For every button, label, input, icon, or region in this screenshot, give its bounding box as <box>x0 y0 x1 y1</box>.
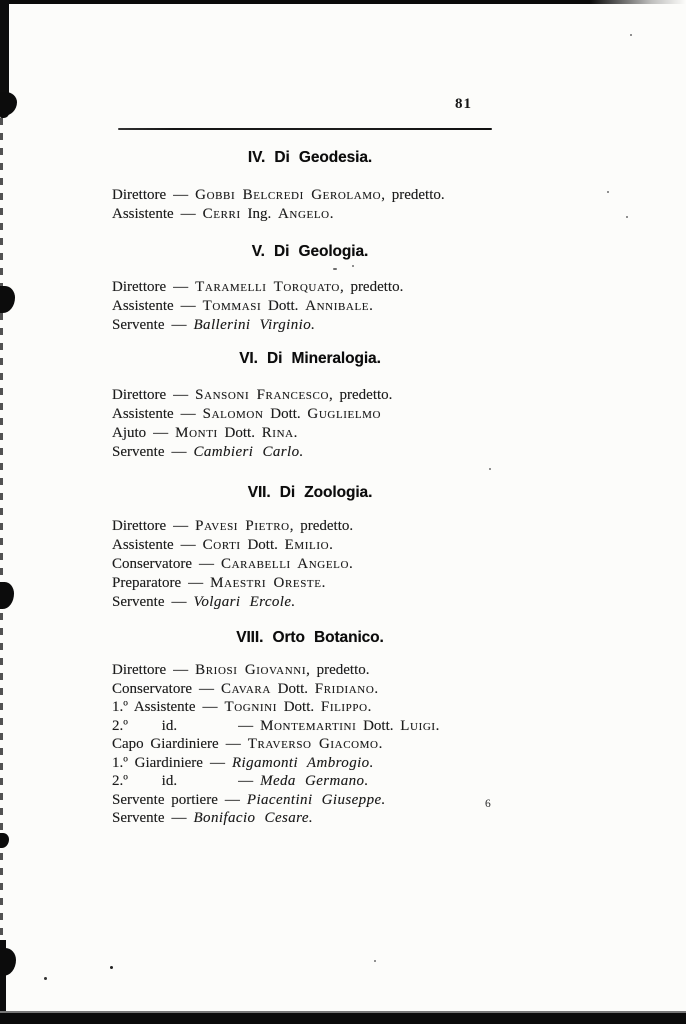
text-fragment: Dott. <box>270 680 315 697</box>
em-dash: — <box>173 518 189 534</box>
text-fragment: , predetto. <box>329 387 393 403</box>
em-dash: — <box>180 206 196 222</box>
staff-entry <box>112 424 508 443</box>
text-fragment: . <box>329 537 333 553</box>
ink-speck <box>607 191 609 193</box>
text-fragment: Dott. <box>263 406 308 422</box>
text-fragment: Dott. <box>276 699 321 715</box>
person-name: Carabelli Angelo <box>220 556 349 572</box>
ink-speck <box>630 34 632 36</box>
person-name: Briosi Giovanni <box>195 662 307 678</box>
text-fragment: . <box>293 425 298 441</box>
role-label: 1.º Giardiniere <box>112 754 203 771</box>
section-heading: VIII. Orto Botanico. <box>236 629 384 646</box>
section-geologia <box>112 242 508 335</box>
person-name: Taramelli Torquato <box>195 279 340 295</box>
staff-entry <box>112 680 508 699</box>
role-label: Conservatore <box>112 680 192 697</box>
person-name-italic: Rigamonti Ambrogio. <box>231 754 374 771</box>
em-dash: — <box>153 425 169 441</box>
staff-entry <box>112 754 508 773</box>
person-name-italic: Bonifacio Cesare. <box>193 810 314 826</box>
text-fragment: . <box>367 699 372 715</box>
person-name-italic: Meda Germano. <box>260 773 369 789</box>
scan-artifact <box>0 582 14 609</box>
text-fragment: , predetto. <box>306 662 370 678</box>
role-label: Assistente <box>112 298 174 314</box>
role-label: Servente portiere <box>112 791 218 808</box>
staff-entry <box>112 735 508 754</box>
text-fragment: . <box>369 298 373 314</box>
person-name: Cavara <box>220 680 271 697</box>
text-fragment: . <box>374 680 379 697</box>
em-dash: — <box>171 444 187 460</box>
person-name: Filippo <box>320 699 368 715</box>
role-label: Direttore <box>112 279 167 295</box>
person-name: Luigi <box>400 717 436 734</box>
em-dash: — <box>173 387 189 403</box>
staff-entry <box>112 791 508 810</box>
role-label: Ajuto <box>112 425 147 441</box>
scan-artifact <box>0 833 9 848</box>
text-fragment: Dott. <box>356 717 401 734</box>
staff-entry <box>112 278 508 297</box>
em-dash: — <box>209 754 225 771</box>
role-label: Direttore <box>112 387 167 403</box>
ink-speck <box>626 216 628 218</box>
text-fragment: , predetto. <box>289 518 354 534</box>
em-dash: — <box>198 556 214 572</box>
em-dash: — <box>173 187 189 203</box>
role-label: Servente <box>112 594 165 610</box>
person-name: Salomon <box>202 406 264 422</box>
role-label: Assistente <box>112 406 174 422</box>
role-label: 2.º id. <box>112 773 232 789</box>
role-label: Preparatore <box>112 575 182 591</box>
staff-list <box>112 278 508 335</box>
staff-entry <box>112 316 508 335</box>
text-fragment: Ing. <box>240 206 278 222</box>
person-name: Tommasi <box>202 298 262 314</box>
person-name: Traverso Giacomo <box>247 736 379 752</box>
em-dash: — <box>171 317 187 333</box>
text-fragment: . <box>435 717 440 734</box>
staff-entry <box>112 386 508 405</box>
staff-entry <box>112 443 508 462</box>
scan-artifact <box>0 948 16 976</box>
text-fragment: Dott. <box>261 298 306 314</box>
section-geodesia <box>112 148 508 224</box>
em-dash: — <box>180 537 196 553</box>
text-fragment: . <box>329 206 334 222</box>
person-name: Tognini <box>224 699 277 715</box>
role-label: Direttore <box>112 518 167 534</box>
staff-entry <box>112 772 508 791</box>
person-name: Cerri <box>202 206 241 222</box>
text-fragment: . <box>349 556 353 572</box>
em-dash: — <box>171 810 187 826</box>
role-label: 1.º Assistente <box>112 699 196 715</box>
em-dash: — <box>180 298 196 314</box>
person-name: Rina <box>261 425 294 441</box>
person-name: Pavesi Pietro <box>195 518 290 534</box>
staff-entry <box>112 593 508 612</box>
staff-entry <box>112 698 508 717</box>
staff-entry <box>112 186 508 205</box>
em-dash: — <box>238 773 254 789</box>
person-name: Fridiano <box>314 680 375 697</box>
staff-entry <box>112 405 508 424</box>
person-name: Maestri Oreste <box>210 575 322 591</box>
staff-entry <box>112 297 508 316</box>
person-name: Guglielmo <box>307 406 382 422</box>
staff-list <box>112 661 508 828</box>
ink-speck <box>110 966 113 969</box>
em-dash: — <box>198 680 214 697</box>
staff-entry <box>112 809 508 828</box>
em-dash: — <box>202 699 218 715</box>
role-label: Servente <box>112 317 165 333</box>
role-label: Capo Giardiniere <box>112 736 219 752</box>
section-heading: VI. Di Mineralogia. <box>239 350 381 367</box>
role-label: Direttore <box>112 187 167 203</box>
person-name: Sansoni Francesco <box>195 387 330 403</box>
ink-speck <box>374 960 376 962</box>
em-dash: — <box>173 279 189 295</box>
staff-entry <box>112 555 508 574</box>
person-name: Montemartini <box>260 717 357 734</box>
person-name-italic: Cambieri Carlo. <box>193 444 304 460</box>
role-label: Assistente <box>112 206 174 222</box>
staff-entry <box>112 717 508 736</box>
role-label: Servente <box>112 810 165 826</box>
section-zoologia <box>112 483 508 612</box>
em-dash: — <box>238 717 254 734</box>
staff-entry <box>112 536 508 555</box>
em-dash: — <box>188 575 204 591</box>
section-orto-botanico <box>112 628 508 828</box>
em-dash: — <box>224 791 240 808</box>
person-name-italic: Piacentini Giuseppe. <box>246 791 386 808</box>
staff-entry <box>112 517 508 536</box>
role-label: Assistente <box>112 537 174 553</box>
staff-entry <box>112 661 508 680</box>
staff-list <box>112 186 508 224</box>
section-heading: IV. Di Geodesia. <box>247 149 373 166</box>
person-name-italic: Volgari Ercole. <box>193 594 296 610</box>
staff-list <box>112 517 508 612</box>
role-label: Servente <box>112 444 165 460</box>
scan-artifact <box>0 92 17 116</box>
person-name: Corti <box>202 537 241 553</box>
em-dash: — <box>180 406 196 422</box>
page-number: 81 <box>455 96 472 112</box>
person-name: Angelo <box>277 206 330 222</box>
staff-entry <box>112 574 508 593</box>
text-fragment: . <box>378 736 383 752</box>
scan-edge-left-speckle <box>0 118 3 1015</box>
person-name: Emilio <box>284 537 330 553</box>
section-heading: VII. Di Zoologia. <box>247 484 373 501</box>
role-label: Direttore <box>112 662 167 678</box>
header-rule <box>118 128 492 130</box>
signature-mark: 6 <box>485 798 491 810</box>
staff-entry <box>112 205 508 224</box>
text-fragment: , predetto. <box>381 187 445 203</box>
section-heading: V. Di Geologia. <box>251 243 369 260</box>
person-name: Gobbi Belcredi Gerolamo <box>195 187 382 203</box>
em-dash: — <box>171 594 187 610</box>
role-label: 2.º id. <box>112 717 232 734</box>
ink-speck <box>44 977 47 980</box>
staff-list <box>112 386 508 462</box>
text-fragment: , predetto. <box>339 279 404 295</box>
scan-edge-bottom <box>0 1011 686 1024</box>
role-label: Conservatore <box>112 556 192 572</box>
em-dash: — <box>173 662 189 678</box>
scan-edge-top <box>0 0 686 4</box>
em-dash: — <box>225 736 241 752</box>
ink-speck <box>489 468 491 470</box>
section-mineralogia <box>112 349 508 462</box>
scan-artifact <box>0 286 15 313</box>
text-fragment: Dott. <box>240 537 285 553</box>
text-fragment: Dott. <box>217 425 262 441</box>
person-name: Monti <box>175 425 218 441</box>
person-name-italic: Ballerini Virginio. <box>193 317 316 333</box>
person-name: Annibale <box>305 298 370 314</box>
text-fragment: . <box>321 575 326 591</box>
